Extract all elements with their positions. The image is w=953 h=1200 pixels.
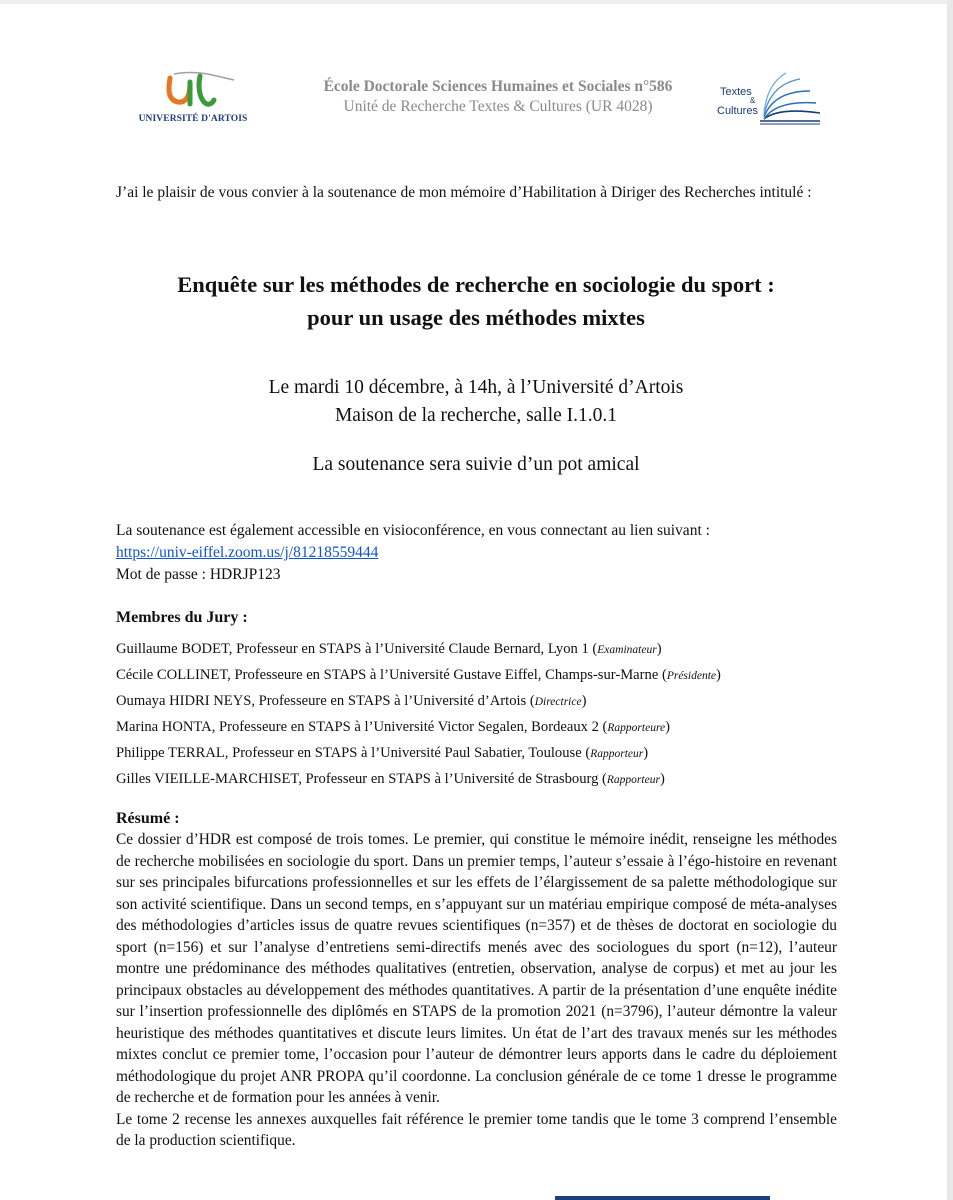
abstract-body xyxy=(116,829,837,1152)
universite-artois-logo xyxy=(138,70,248,130)
jury-member: Oumaya HIDRI NEYS, Professeure en STAPS à l’Université d’Artois (Directrice) xyxy=(116,693,587,709)
ua-logo-mark-icon xyxy=(138,70,248,114)
letterhead xyxy=(0,62,947,132)
event-room: Maison de la recherche, salle I.1.0.1 xyxy=(334,405,618,426)
zoom-link[interactable]: https://univ-eiffel.zoom.us/j/81218559444 xyxy=(116,544,379,561)
textes-cultures-logo xyxy=(712,67,827,127)
abstract-paragraph: Ce dossier d’HDR est composé de trois tomes. Le premier, qui constitue le mémoire inédit, renseigne les méthodes de recherche mobilisées en sociologie du sport. Dans un premier temps, l’auteur s’essaie à l’égo-histoire en revenant sur ses principales bifurcations professionnelles et sur les effets de l’élargissement de sa palette méthodologique sur son activité scientifique. Dans un second temps, en s’appuyant sur un matériau empirique composé de méta-analyses des méthodologies d’articles issus de quatre revues scientifiques (n=357) et de thèses de doctorat en sociologie du sport (n=156) et sur l’analyse d’entretiens semi-directifs menés avec des sociologues du sport (n=12), l’auteur montre une prédominance des méthodes qualitatives (entretien, observation, analyse de corpus) et met au jour les principaux obstacles au développement des méthodes quantitatives. A partir de la présentation d’une enquête inédite sur l’insertion professionnelle des diplômés en STAPS de la promotion 2021 (n=3796), l’auteur démontre la valeur heuristique des méthodes quantitatives et discute leurs limites. Un état de l’art des travaux menés sur les méthodes mixtes conclut ce premier tome, l’occasion pour l’auteur de démontrer leurs apports dans le cadre du déploiement méthodologique du projet ANR PROPA qu’il coordonne. La conclusion générale de ce tome 1 dresse le programme de recherche et de formation pour les années à venir. xyxy=(116,831,837,1106)
tc-logo-word-textes: Textes xyxy=(720,86,752,98)
jury-member: Philippe TERRAL, Professeur en STAPS à l’Université Paul Sabatier, Toulouse (Rapporteur) xyxy=(116,745,649,761)
page-right-edge xyxy=(947,0,953,1200)
jury-role: Directrice xyxy=(534,696,582,708)
tc-logo-word-cultures: Cultures xyxy=(717,105,758,117)
doctoral-school-name: École Doctorale Sciences Humaines et Sociales n°586 xyxy=(323,78,673,95)
jury-member: Gilles VIEILLE-MARCHISET, Professeur en STAPS à l’Université de Strasbourg (Rapporteur) xyxy=(116,771,665,787)
jury-role: Présidente xyxy=(666,670,716,682)
videoconference-text: La soutenance est également accessible en visioconférence, en vous connectant au lien suivant : xyxy=(116,522,710,539)
doctoral-school-heading xyxy=(283,77,713,117)
jury-heading: Membres du Jury : xyxy=(116,609,248,626)
jury-member: Marina HONTA, Professeure en STAPS à l’Université Victor Segalen, Bordeaux 2 (Rapporteure) xyxy=(116,719,670,735)
jury-list xyxy=(116,637,836,793)
event-date: Le mardi 10 décembre, à 14h, à l’Université d’Artois xyxy=(268,377,684,398)
footer-bar xyxy=(555,1196,770,1200)
jury-role: Rapporteur xyxy=(590,748,644,760)
jury-member: Guillaume BODET, Professeur en STAPS à l’Université Claude Bernard, Lyon 1 (Examinateur) xyxy=(116,641,662,657)
thesis-title xyxy=(110,268,842,334)
research-unit-name: Unité de Recherche Textes & Cultures (UR 4028) xyxy=(343,98,653,115)
jury-role: Examinateur xyxy=(597,644,657,656)
university-name: UNIVERSITÉ D'ARTOIS xyxy=(138,114,248,124)
jury-role: Rapporteur xyxy=(606,774,660,786)
thesis-title-line-2: pour un usage des méthodes mixtes xyxy=(307,305,645,330)
invitation-text: J’ai le plaisir de vous convier à la soutenance de mon mémoire d’Habilitation à Diriger des Recherches intitulé : xyxy=(116,184,812,201)
jury-role: Rapporteure xyxy=(607,722,666,734)
event-reception: La soutenance sera suivie d’un pot amical xyxy=(312,454,640,475)
thesis-title-line-1: Enquête sur les méthodes de recherche en sociologie du sport : xyxy=(177,272,775,297)
abstract-heading: Résumé : xyxy=(116,810,180,827)
zoom-password: Mot de passe : HDRJP123 xyxy=(116,566,281,583)
abstract-paragraph: Le tome 2 recense les annexes auxquelles fait référence le premier tome tandis que le tome 3 comprend l’ensemble de la production scientifique. xyxy=(116,1110,837,1149)
jury-member: Cécile COLLINET, Professeure en STAPS à l’Université Gustave Eiffel, Champs-sur-Marne (Présidente) xyxy=(116,667,721,683)
tc-logo-ampersand: & xyxy=(750,96,756,105)
videoconference-block xyxy=(116,520,836,586)
event-details xyxy=(110,374,842,430)
